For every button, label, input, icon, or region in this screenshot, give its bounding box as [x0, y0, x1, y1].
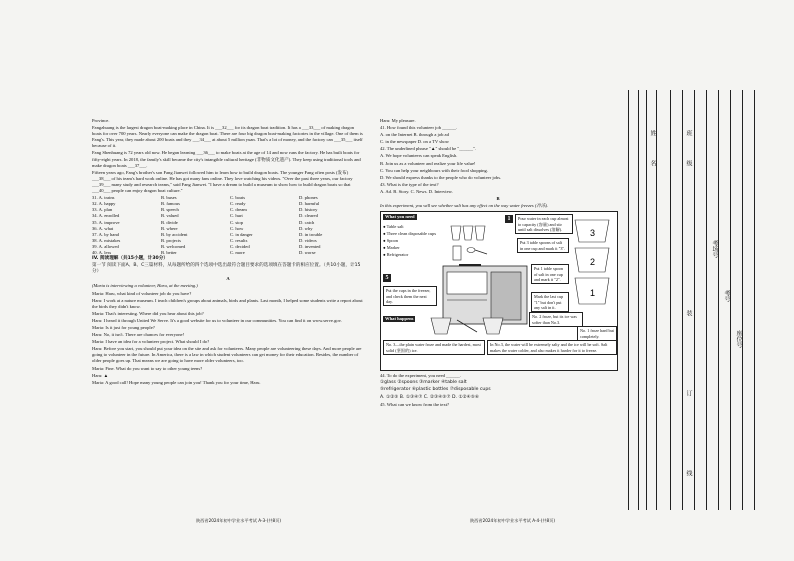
dialog-line: Haru: No, it isn't. There are chances for everyone! [92, 332, 185, 338]
cup-icon [451, 226, 461, 240]
step-1-badge: 1 [505, 215, 513, 223]
option: C. dream [230, 207, 247, 213]
what-happens-tag: What happens [385, 316, 414, 322]
binding-line [646, 90, 647, 510]
option: D. cleared [299, 213, 318, 219]
option: B. welcomed [161, 243, 186, 249]
cup-icon [463, 226, 473, 240]
binding-line [638, 90, 639, 510]
binding-line [742, 90, 743, 510]
right-footer: 陕西省2024年初中学业水平考试 A-4-(共8页) [470, 518, 556, 523]
step-2-text: Put 3 table spoons of salt in one cup and mark it "3". [517, 238, 569, 253]
option: C. boats [230, 195, 246, 201]
dialog-line: Marta: Haru, what kind of volunteer job do you have? [92, 290, 192, 296]
right-page [380, 118, 616, 518]
section-heading: IV. 阅读理解（共15小题，计30分） [92, 256, 168, 262]
option: 38. A. mistakes [92, 237, 121, 243]
binding-label: 级 [685, 160, 692, 166]
q44-items-2: ⑤refrigerator ⑥plastic bottles ⑦disposable cups [380, 387, 491, 393]
line: A. Ad. B. Story. C. News. D. Interview. [380, 188, 453, 194]
need-item: ● Three clean disposable cups [383, 231, 437, 237]
result-salt-text: In No.3, the water will be extremely salty and the ice will be soft. Salt makes the water colder, and also makes it harder for it to freeze. [487, 340, 617, 355]
q44-items: ①glass ②spoons ③marker ④table salt [380, 380, 467, 386]
line: C. in the newspaper D. on a TV show [380, 139, 449, 145]
dialog-line: Marta: That's interesting. Where did you hear about this job? [92, 310, 204, 316]
option: D. phones [299, 195, 318, 201]
step-1-text: Pour water in each cup almost to capacity (容量) and stir until salt dissolves (溶解). [515, 214, 573, 234]
dialog-line: Haru: ▲ [92, 372, 109, 378]
passage-label: A [226, 276, 230, 282]
binding-label: 考场号 [711, 240, 718, 258]
dialog-line: Marta: A good call! Hope many young people can join you! Thank you for your time, Haru. [92, 379, 261, 385]
option: B. where [161, 225, 178, 231]
option: B. by accident [161, 231, 188, 237]
binding-line [706, 90, 707, 510]
dialog-line: Marta: Fine. What do you want to say to other young teens? [92, 365, 203, 371]
line: D. We should express thanks to the people who do volunteer jobs. [380, 174, 502, 180]
paragraph-1: Fangzhuang is the largest dragon boat-making place in China. It is ___32___ for its dragon boat tradition. It has a ___33___ of making dragon boats for over 700 years. Nearly everyone can make the dragon boat. There are four big dragon boat-making factories in the village. One of them is Fang's. This year, they made about 200 boats and they ___34___ at about 5 million yuan. That's a lot of money, and the factory can ___35___ itself because of it. [92, 125, 363, 149]
binding-label: 线 [685, 470, 692, 476]
binding-margin [622, 90, 762, 510]
question-45: 45. What can we know from the text? [380, 401, 450, 407]
need-text: Spoon [386, 238, 398, 244]
option: D. why [299, 225, 313, 231]
cup-1-icon [575, 278, 609, 304]
dialog-line: Haru: I work at a nature museum. I teach children's groups about animals, birds and plants. Last month, I helped some students write a report about the birds they didn't know. [92, 297, 363, 309]
question-44: 44. To do the experiment, you need ______. [380, 373, 461, 379]
option: B. speech [161, 207, 179, 213]
binding-line [754, 90, 755, 510]
scene-note: (Marta is interviewing a volunteer, Haru, at the meeting.) [92, 283, 198, 289]
option: D. history [299, 207, 318, 213]
step-3-text: Put 1 table spoon of salt in one cup and mark it "2". [531, 264, 569, 284]
dialog-line: Haru: Before you start, you should put your idea on the site and ask for volunteers. Many people are volunteering these days. And more people are going to volunteer in the future. In America, there is a law in which student volunteers can get money for their education. Besides, the number of older people goes up. That means we are going to have more older volunteers, too. [92, 346, 362, 364]
step-5-badge: 5 [383, 274, 391, 282]
option: B. divide [161, 219, 178, 225]
option: C. decided [230, 243, 250, 249]
option: D. in trouble [299, 231, 323, 237]
option: B. projects [161, 237, 181, 243]
option: D. catch [299, 219, 315, 225]
province-line: Province. [92, 118, 110, 123]
experiment-figure [380, 211, 618, 371]
section-intro: 第一节 阅读下面A、B、C三篇材料，从每题所给的四个选项中选出最符合题目要求的选项填在答题卡的相应位置。（共10小题，计15分） [92, 263, 361, 275]
what-you-need-tag: What you need [385, 214, 415, 220]
question-42: 42. The underlined phrase "▲" should be "______". [380, 146, 477, 152]
need-text: Marker [386, 245, 400, 251]
option: 37. A. by hand [92, 231, 119, 237]
spoon-icon [467, 248, 487, 255]
need-text: Table salt [386, 224, 404, 230]
line: B. Join us as a volunteer and realize your life value! [380, 160, 476, 166]
option: C. ready [230, 201, 246, 207]
binding-label: 座位号 [735, 330, 742, 348]
need-text: Refrigerator [386, 252, 409, 258]
binding-line [694, 90, 695, 510]
salted-cups-illustration [569, 214, 615, 310]
svg-text:2: 2 [590, 257, 596, 268]
spoon-icon [457, 320, 477, 332]
need-item: ● Refrigerator [383, 252, 409, 258]
option: D. videos [299, 237, 317, 243]
result-1-text: No. 1 froze hard but completely. [577, 326, 617, 341]
salt-shaker-icon [453, 246, 461, 260]
cup-icon [475, 226, 485, 240]
option: D. worse [299, 249, 316, 255]
option: 34. A. enrolled [92, 213, 120, 219]
needs-panel [383, 214, 445, 258]
need-item: ● Spoon [383, 238, 398, 244]
need-item: ● Table salt [383, 224, 404, 230]
option: C. in danger [230, 231, 253, 237]
dialog-line: Marta: I have an idea for a volunteer project. What should I do? [92, 339, 210, 345]
svg-text:1: 1 [590, 288, 596, 299]
binding-label: 装 [685, 310, 692, 316]
left-footer: 陕西省2024年初中学业水平考试 A-3-(共8页) [196, 518, 282, 523]
option: C. hurt [230, 213, 243, 219]
line: C. You can help your neighbours with their food shopping. [380, 167, 488, 173]
left-page [92, 118, 364, 518]
dialog-line: Marta: Is it just for young people? [92, 325, 155, 330]
binding-line [718, 90, 719, 510]
option: 35. A. improve [92, 219, 120, 225]
result-3-text: No. 3—the plain water froze and made the hardest, most solid (坚固的) ice. [383, 340, 485, 355]
question-43: 43. What is the type of the text? [380, 181, 439, 187]
frozen-cup-icon [483, 318, 503, 334]
option: B. valued [161, 213, 179, 219]
binding-line [670, 90, 671, 510]
line: A. on the Internet B. through a job ad [380, 132, 449, 138]
paragraph-2: Fang Shenhuang is 72 years old now. He began learning ___36___ to make boats at the age of 14 and now runs the factory. He has built boats for fifty-eight years. In 2018, the family's skill became the city's intangible cultural heritage (非物质文化遗产). They keep using traditional tools and make dragon boats ___37___. [92, 150, 361, 168]
binding-label: 考号 [723, 290, 730, 302]
option: B. buses [161, 195, 177, 201]
line: Haru: My pleasure. [380, 118, 416, 123]
experiment-intro: In this experiment, you will see whether salt has any effect on the way water freezes (冷冻). [380, 203, 549, 209]
line: A. We hope volunteers can speak English. [380, 153, 458, 159]
need-text: Three clean disposable cups [386, 231, 437, 237]
option: D. invented [299, 243, 321, 249]
result-2-text: No. 2 froze, but its ice was softer than No.3. [529, 312, 583, 327]
cup-2-icon [575, 248, 609, 272]
binding-line [628, 90, 629, 510]
needs-list [383, 223, 445, 258]
option: C. how [230, 225, 244, 231]
binding-label: 姓 [649, 130, 656, 136]
option: 36. A. what [92, 225, 114, 231]
option: C. stop [230, 219, 244, 225]
frozen-cup-icon [431, 318, 451, 334]
option: 40. A. less [92, 249, 112, 255]
frozen-cups-illustration [421, 314, 521, 338]
q44-answers: A. ①②⑤ B. ①③④⑦ C. ②③④⑤⑦ D. ①②④⑤⑥ [380, 394, 480, 400]
binding-label: 名 [649, 160, 656, 166]
option: B. famous [161, 201, 180, 207]
option: 31. A. trains [92, 195, 115, 201]
binding-label: 订 [685, 390, 692, 396]
question-41: 41. How found this volunteer job ______. [380, 125, 458, 131]
need-item: ● Marker [383, 245, 400, 251]
binding-line [656, 90, 657, 510]
step-4-text: Mark the last cup "1" but don't put any salt in it. [531, 292, 569, 312]
cup-3-icon [575, 220, 609, 242]
what-happens-panel [383, 316, 415, 322]
option: 33. A. plan [92, 207, 113, 213]
option: C. more [230, 249, 245, 255]
passage-label-b: B [496, 196, 500, 202]
option: C. results [230, 237, 248, 243]
option: B. better [161, 249, 177, 255]
svg-text:3: 3 [590, 228, 596, 239]
dialog-line: Haru: I heard it through United We Serve. It's a good website for us to volunteer in our communities. You can find it on www.serve.gov. [92, 317, 342, 323]
option: 32. A. happy [92, 201, 116, 207]
binding-line [682, 90, 683, 510]
option: 39. A. allowed [92, 243, 119, 249]
binding-label: 班 [685, 130, 692, 136]
option: D. harmful [299, 201, 320, 207]
paragraph-3: Fifteen years ago, Fang's brother's son Fang Jianwei followed him to learn how to build dragon boats. The younger Fang often posts (发布) ___38___ of his team's hard work online. He has got many fans online. They love watching his videos. "Over the past three years, our factory ___39___ many study and research teams," said Fang Jianwei. "I have a dream to build a museum to show how to build dragon boats so that ___40___ people can enjoy dragon boat culture." [92, 169, 353, 194]
step-5-text: Put the cups in the freezer, and check them the next day. [383, 286, 437, 306]
options-grid [92, 195, 364, 256]
